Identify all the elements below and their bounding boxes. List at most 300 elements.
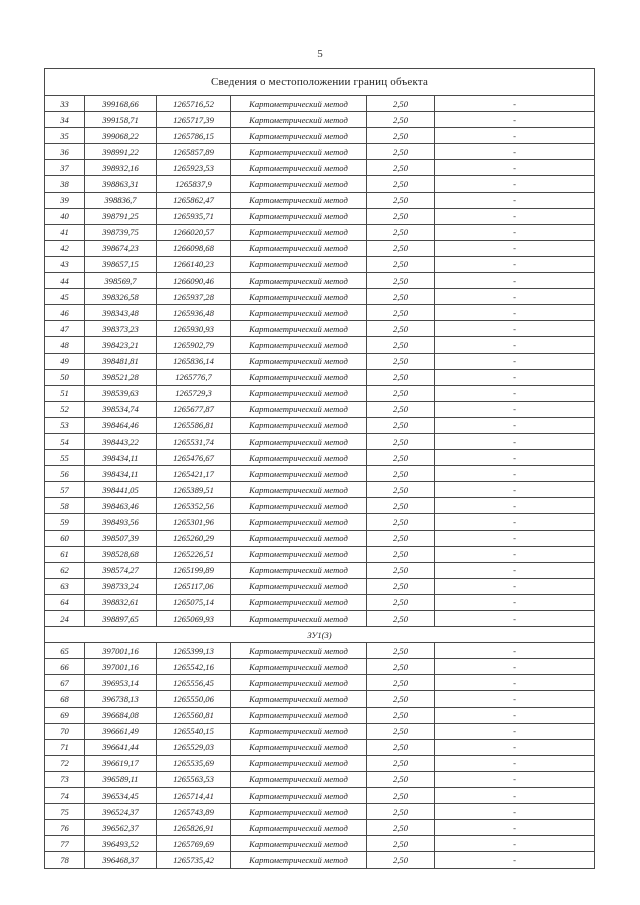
coord-x-cell: 398343,48	[85, 305, 157, 321]
note-cell: -	[435, 659, 595, 675]
method-cell: Картометрический метод	[231, 385, 367, 401]
precision-cell: 2,50	[367, 128, 435, 144]
precision-cell: 2,50	[367, 852, 435, 868]
coord-y-cell: 1265837,9	[157, 176, 231, 192]
note-cell: -	[435, 466, 595, 482]
method-cell: Картометрический метод	[231, 208, 367, 224]
coord-x-cell: 398493,56	[85, 514, 157, 530]
table-row	[45, 369, 595, 385]
table-row	[45, 417, 595, 433]
note-cell: -	[435, 450, 595, 466]
note-cell: -	[435, 482, 595, 498]
point-number-cell: 43	[45, 256, 85, 272]
point-number-cell: 70	[45, 723, 85, 739]
coord-x-cell: 398791,25	[85, 208, 157, 224]
coord-y-cell: 1265936,48	[157, 305, 231, 321]
method-cell: Картометрический метод	[231, 659, 367, 675]
note-cell: -	[435, 208, 595, 224]
method-cell: Картометрический метод	[231, 707, 367, 723]
coord-y-cell: 1265352,56	[157, 498, 231, 514]
table-row	[45, 256, 595, 272]
coord-y-cell: 1265769,69	[157, 836, 231, 852]
method-cell: Картометрический метод	[231, 788, 367, 804]
method-cell: Картометрический метод	[231, 273, 367, 289]
table-row	[45, 546, 595, 562]
coord-y-cell: 1265586,81	[157, 417, 231, 433]
coord-y-cell: 1265529,03	[157, 739, 231, 755]
table-row	[45, 611, 595, 627]
precision-cell: 2,50	[367, 466, 435, 482]
precision-cell: 2,50	[367, 739, 435, 755]
point-number-cell: 76	[45, 820, 85, 836]
note-cell: -	[435, 804, 595, 820]
precision-cell: 2,50	[367, 820, 435, 836]
note-cell: -	[435, 562, 595, 578]
table-row	[45, 224, 595, 240]
table-row	[45, 128, 595, 144]
table-row	[45, 321, 595, 337]
precision-cell: 2,50	[367, 176, 435, 192]
table-row	[45, 514, 595, 530]
point-number-cell: 49	[45, 353, 85, 369]
table-title: Сведения о местоположении границ объекта	[45, 69, 595, 96]
precision-cell: 2,50	[367, 192, 435, 208]
coord-x-cell: 398932,16	[85, 160, 157, 176]
method-cell: Картометрический метод	[231, 739, 367, 755]
note-cell: -	[435, 771, 595, 787]
coord-y-cell: 1265117,06	[157, 578, 231, 594]
table-row	[45, 482, 595, 498]
precision-cell: 2,50	[367, 498, 435, 514]
precision-cell: 2,50	[367, 160, 435, 176]
note-cell: -	[435, 611, 595, 627]
precision-cell: 2,50	[367, 755, 435, 771]
method-cell: Картометрический метод	[231, 723, 367, 739]
note-cell: -	[435, 385, 595, 401]
method-cell: Картометрический метод	[231, 160, 367, 176]
coord-y-cell: 1265677,87	[157, 401, 231, 417]
precision-cell: 2,50	[367, 401, 435, 417]
precision-cell: 2,50	[367, 836, 435, 852]
precision-cell: 2,50	[367, 369, 435, 385]
point-number-cell: 35	[45, 128, 85, 144]
coord-x-cell: 398463,46	[85, 498, 157, 514]
coord-x-cell: 398657,15	[85, 256, 157, 272]
coord-x-cell: 396619,17	[85, 755, 157, 771]
table-row	[45, 337, 595, 353]
table-row	[45, 594, 595, 610]
precision-cell: 2,50	[367, 788, 435, 804]
precision-cell: 2,50	[367, 353, 435, 369]
method-cell: Картометрический метод	[231, 337, 367, 353]
table-row	[45, 450, 595, 466]
page-number: 5	[317, 48, 323, 60]
point-number-cell: 36	[45, 144, 85, 160]
coord-y-cell: 1265075,14	[157, 594, 231, 610]
precision-cell: 2,50	[367, 707, 435, 723]
note-cell: -	[435, 128, 595, 144]
point-number-cell: 40	[45, 208, 85, 224]
coord-x-cell: 396524,37	[85, 804, 157, 820]
precision-cell: 2,50	[367, 256, 435, 272]
coord-y-cell: 1265542,16	[157, 659, 231, 675]
note-cell: -	[435, 546, 595, 562]
coord-x-cell: 397001,16	[85, 659, 157, 675]
coord-y-cell: 1265735,42	[157, 852, 231, 868]
coord-x-cell: 398373,23	[85, 321, 157, 337]
method-cell: Картометрический метод	[231, 112, 367, 128]
point-number-cell: 44	[45, 273, 85, 289]
coord-y-cell: 1266140,23	[157, 256, 231, 272]
table-row	[45, 788, 595, 804]
coord-y-cell: 1265535,69	[157, 755, 231, 771]
coord-x-cell: 398434,11	[85, 450, 157, 466]
coord-x-cell: 398481,81	[85, 353, 157, 369]
coord-x-cell: 398863,31	[85, 176, 157, 192]
method-cell: Картометрический метод	[231, 675, 367, 691]
table-row	[45, 820, 595, 836]
table-row	[45, 176, 595, 192]
method-cell: Картометрический метод	[231, 96, 367, 112]
precision-cell: 2,50	[367, 691, 435, 707]
coord-x-cell: 398574,27	[85, 562, 157, 578]
point-number-cell: 60	[45, 530, 85, 546]
point-number-cell: 59	[45, 514, 85, 530]
method-cell: Картометрический метод	[231, 240, 367, 256]
precision-cell: 2,50	[367, 659, 435, 675]
coord-y-cell: 1265476,67	[157, 450, 231, 466]
boundary-coordinates-table	[44, 68, 595, 869]
note-cell: -	[435, 96, 595, 112]
point-number-cell: 69	[45, 707, 85, 723]
method-cell: Картометрический метод	[231, 128, 367, 144]
point-number-cell: 47	[45, 321, 85, 337]
method-cell: Картометрический метод	[231, 643, 367, 659]
point-number-cell: 38	[45, 176, 85, 192]
note-cell: -	[435, 755, 595, 771]
table-body	[45, 69, 595, 869]
method-cell: Картометрический метод	[231, 691, 367, 707]
coord-y-cell: 1265714,41	[157, 788, 231, 804]
method-cell: Картометрический метод	[231, 256, 367, 272]
point-number-cell: 72	[45, 755, 85, 771]
precision-cell: 2,50	[367, 578, 435, 594]
note-cell: -	[435, 530, 595, 546]
table-row	[45, 240, 595, 256]
note-cell: -	[435, 852, 595, 868]
method-cell: Картометрический метод	[231, 771, 367, 787]
coord-y-cell: 1265743,89	[157, 804, 231, 820]
point-number-cell: 68	[45, 691, 85, 707]
note-cell: -	[435, 256, 595, 272]
note-cell: -	[435, 369, 595, 385]
precision-cell: 2,50	[367, 562, 435, 578]
precision-cell: 2,50	[367, 514, 435, 530]
note-cell: -	[435, 675, 595, 691]
coord-y-cell: 1265563,53	[157, 771, 231, 787]
table-row	[45, 208, 595, 224]
coord-x-cell: 398464,46	[85, 417, 157, 433]
coord-y-cell: 1265857,89	[157, 144, 231, 160]
coord-x-cell: 398441,05	[85, 482, 157, 498]
method-cell: Картометрический метод	[231, 514, 367, 530]
point-number-cell: 64	[45, 594, 85, 610]
precision-cell: 2,50	[367, 530, 435, 546]
table-row	[45, 562, 595, 578]
note-cell: -	[435, 401, 595, 417]
precision-cell: 2,50	[367, 594, 435, 610]
method-cell: Картометрический метод	[231, 321, 367, 337]
method-cell: Картометрический метод	[231, 611, 367, 627]
coord-y-cell: 1265226,51	[157, 546, 231, 562]
coord-x-cell: 398991,22	[85, 144, 157, 160]
coord-y-cell: 1265937,28	[157, 289, 231, 305]
method-cell: Картометрический метод	[231, 289, 367, 305]
table-row	[45, 96, 595, 112]
coord-x-cell: 396589,11	[85, 771, 157, 787]
coord-x-cell: 398507,39	[85, 530, 157, 546]
note-cell: -	[435, 417, 595, 433]
coord-y-cell: 1265786,15	[157, 128, 231, 144]
coord-x-cell: 398739,75	[85, 224, 157, 240]
table-row	[45, 192, 595, 208]
note-cell: -	[435, 739, 595, 755]
table-row	[45, 578, 595, 594]
table-title-row	[45, 69, 595, 96]
coord-x-cell: 399168,66	[85, 96, 157, 112]
method-cell: Картометрический метод	[231, 804, 367, 820]
point-number-cell: 34	[45, 112, 85, 128]
precision-cell: 2,50	[367, 385, 435, 401]
precision-cell: 2,50	[367, 240, 435, 256]
table-row	[45, 289, 595, 305]
method-cell: Картометрический метод	[231, 498, 367, 514]
precision-cell: 2,50	[367, 273, 435, 289]
point-number-cell: 63	[45, 578, 85, 594]
precision-cell: 2,50	[367, 643, 435, 659]
precision-cell: 2,50	[367, 433, 435, 449]
coord-x-cell: 397001,16	[85, 643, 157, 659]
table-row	[45, 385, 595, 401]
precision-cell: 2,50	[367, 305, 435, 321]
table-row	[45, 739, 595, 755]
note-cell: -	[435, 691, 595, 707]
method-cell: Картометрический метод	[231, 192, 367, 208]
method-cell: Картометрический метод	[231, 820, 367, 836]
coord-y-cell: 1265923,53	[157, 160, 231, 176]
table-row	[45, 305, 595, 321]
coord-y-cell: 1265399,13	[157, 643, 231, 659]
note-cell: -	[435, 321, 595, 337]
note-cell: -	[435, 289, 595, 305]
coord-y-cell: 1265556,45	[157, 675, 231, 691]
method-cell: Картометрический метод	[231, 144, 367, 160]
coord-y-cell: 1265421,17	[157, 466, 231, 482]
table-row	[45, 723, 595, 739]
coord-x-cell: 398434,11	[85, 466, 157, 482]
precision-cell: 2,50	[367, 482, 435, 498]
precision-cell: 2,50	[367, 144, 435, 160]
coord-y-cell: 1265260,29	[157, 530, 231, 546]
precision-cell: 2,50	[367, 723, 435, 739]
note-cell: -	[435, 578, 595, 594]
coord-x-cell: 398528,68	[85, 546, 157, 562]
method-cell: Картометрический метод	[231, 466, 367, 482]
point-number-cell: 58	[45, 498, 85, 514]
method-cell: Картометрический метод	[231, 530, 367, 546]
coord-x-cell: 398534,74	[85, 401, 157, 417]
note-cell: -	[435, 498, 595, 514]
point-number-cell: 56	[45, 466, 85, 482]
coord-x-cell: 398674,23	[85, 240, 157, 256]
coord-y-cell: 1265930,93	[157, 321, 231, 337]
table-row	[45, 144, 595, 160]
coord-x-cell: 399068,22	[85, 128, 157, 144]
point-number-cell: 73	[45, 771, 85, 787]
method-cell: Картометрический метод	[231, 401, 367, 417]
table-row	[45, 498, 595, 514]
coord-y-cell: 1265717,39	[157, 112, 231, 128]
point-number-cell: 45	[45, 289, 85, 305]
coord-x-cell: 396468,37	[85, 852, 157, 868]
point-number-cell: 62	[45, 562, 85, 578]
note-cell: -	[435, 836, 595, 852]
point-number-cell: 54	[45, 433, 85, 449]
coord-x-cell: 398326,58	[85, 289, 157, 305]
table-row	[45, 466, 595, 482]
precision-cell: 2,50	[367, 804, 435, 820]
method-cell: Картометрический метод	[231, 482, 367, 498]
table-row	[45, 643, 595, 659]
coord-x-cell: 398836,7	[85, 192, 157, 208]
table-row	[45, 836, 595, 852]
precision-cell: 2,50	[367, 321, 435, 337]
point-number-cell: 51	[45, 385, 85, 401]
coord-x-cell: 396684,08	[85, 707, 157, 723]
section-row	[45, 627, 595, 643]
note-cell: -	[435, 723, 595, 739]
coord-x-cell: 396738,13	[85, 691, 157, 707]
method-cell: Картометрический метод	[231, 176, 367, 192]
method-cell: Картометрический метод	[231, 450, 367, 466]
table-row	[45, 433, 595, 449]
coord-y-cell: 1265836,14	[157, 353, 231, 369]
coord-y-cell: 1265729,3	[157, 385, 231, 401]
method-cell: Картометрический метод	[231, 353, 367, 369]
point-number-cell: 66	[45, 659, 85, 675]
coord-x-cell: 396562,37	[85, 820, 157, 836]
point-number-cell: 57	[45, 482, 85, 498]
coord-x-cell: 396641,44	[85, 739, 157, 755]
coord-x-cell: 398569,7	[85, 273, 157, 289]
coord-y-cell: 1265716,52	[157, 96, 231, 112]
table-row	[45, 353, 595, 369]
coord-y-cell: 1266020,57	[157, 224, 231, 240]
precision-cell: 2,50	[367, 289, 435, 305]
precision-cell: 2,50	[367, 224, 435, 240]
coord-y-cell: 1265776,7	[157, 369, 231, 385]
note-cell: -	[435, 433, 595, 449]
coord-x-cell: 398539,63	[85, 385, 157, 401]
point-number-cell: 48	[45, 337, 85, 353]
method-cell: Картометрический метод	[231, 852, 367, 868]
point-number-cell: 53	[45, 417, 85, 433]
note-cell: -	[435, 160, 595, 176]
point-number-cell: 71	[45, 739, 85, 755]
coord-y-cell: 1265550,06	[157, 691, 231, 707]
method-cell: Картометрический метод	[231, 433, 367, 449]
note-cell: -	[435, 176, 595, 192]
table-row	[45, 707, 595, 723]
table-row	[45, 852, 595, 868]
note-cell: -	[435, 594, 595, 610]
point-number-cell: 65	[45, 643, 85, 659]
precision-cell: 2,50	[367, 546, 435, 562]
point-number-cell: 33	[45, 96, 85, 112]
point-number-cell: 78	[45, 852, 85, 868]
coord-y-cell: 1265902,79	[157, 337, 231, 353]
coord-y-cell: 1265389,51	[157, 482, 231, 498]
note-cell: -	[435, 353, 595, 369]
coord-y-cell: 1265935,71	[157, 208, 231, 224]
method-cell: Картометрический метод	[231, 546, 367, 562]
table-row	[45, 675, 595, 691]
coord-x-cell: 398521,28	[85, 369, 157, 385]
precision-cell: 2,50	[367, 96, 435, 112]
precision-cell: 2,50	[367, 417, 435, 433]
section-label: ЗУ1(3)	[45, 627, 595, 643]
note-cell: -	[435, 240, 595, 256]
coord-x-cell: 398423,21	[85, 337, 157, 353]
table-row	[45, 112, 595, 128]
coord-x-cell: 398443,22	[85, 433, 157, 449]
method-cell: Картометрический метод	[231, 594, 367, 610]
point-number-cell: 75	[45, 804, 85, 820]
note-cell: -	[435, 820, 595, 836]
coord-x-cell: 398733,24	[85, 578, 157, 594]
coord-y-cell: 1265540,15	[157, 723, 231, 739]
table-row	[45, 530, 595, 546]
coord-x-cell: 396534,45	[85, 788, 157, 804]
point-number-cell: 46	[45, 305, 85, 321]
coord-x-cell: 396953,14	[85, 675, 157, 691]
point-number-cell: 67	[45, 675, 85, 691]
note-cell: -	[435, 305, 595, 321]
precision-cell: 2,50	[367, 611, 435, 627]
method-cell: Картометрический метод	[231, 417, 367, 433]
coord-x-cell: 396661,49	[85, 723, 157, 739]
method-cell: Картометрический метод	[231, 305, 367, 321]
coord-x-cell: 398832,61	[85, 594, 157, 610]
point-number-cell: 74	[45, 788, 85, 804]
coord-y-cell: 1266098,68	[157, 240, 231, 256]
table-row	[45, 160, 595, 176]
note-cell: -	[435, 788, 595, 804]
point-number-cell: 50	[45, 369, 85, 385]
method-cell: Картометрический метод	[231, 562, 367, 578]
precision-cell: 2,50	[367, 337, 435, 353]
coord-x-cell: 398897,65	[85, 611, 157, 627]
point-number-cell: 41	[45, 224, 85, 240]
table-row	[45, 771, 595, 787]
table-row	[45, 401, 595, 417]
coord-y-cell: 1265826,91	[157, 820, 231, 836]
point-number-cell: 55	[45, 450, 85, 466]
note-cell: -	[435, 112, 595, 128]
table-row	[45, 804, 595, 820]
note-cell: -	[435, 192, 595, 208]
method-cell: Картометрический метод	[231, 369, 367, 385]
